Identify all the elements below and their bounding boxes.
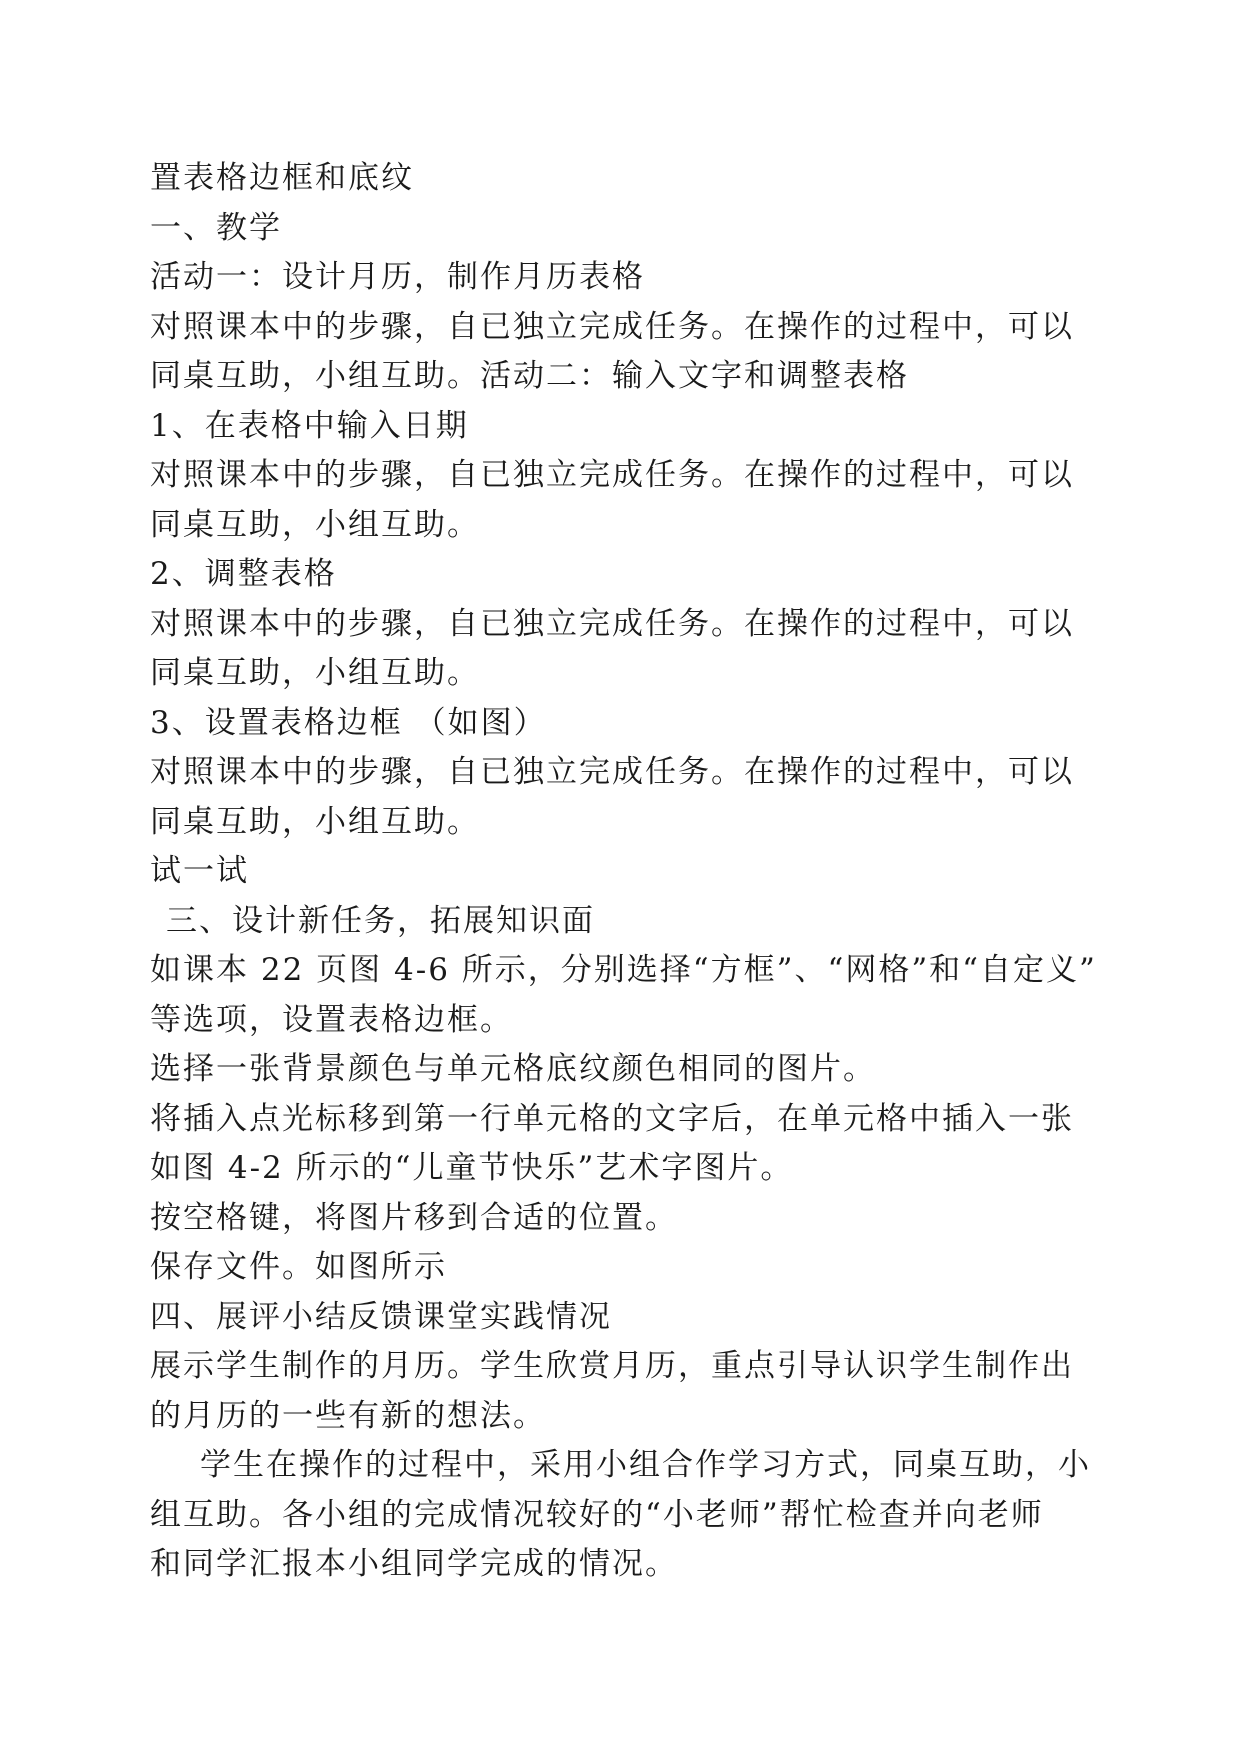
- paragraph-line: 同桌互助，小组互助。活动二：输入文字和调整表格: [150, 358, 909, 394]
- paragraph-line: 对照课本中的步骤，自已独立完成任务。在操作的过程中，可以: [150, 457, 1074, 493]
- paragraph-line: 展示学生制作的月历。学生欣赏月历，重点引导认识学生制作出: [150, 1348, 1074, 1384]
- paragraph-line: 如课本 22 页图 4-6 所示，分别选择“方框”、“网格”和“自定义”: [150, 952, 1097, 988]
- paragraph-line: 组互助。各小组的完成情况较好的“小老师”帮忙检查并向老师: [150, 1496, 1044, 1533]
- heading-teaching: 一、教学: [150, 209, 282, 246]
- paragraph-line: 等选项，设置表格边框。: [150, 1001, 513, 1038]
- paragraph-line: 如图 4-2 所示的“儿童节快乐”艺术字图片。: [150, 1150, 794, 1186]
- section-title: 置表格边框和底纹: [150, 160, 414, 196]
- paragraph-line: 对照课本中的步骤，自已独立完成任务。在操作的过程中，可以: [150, 605, 1074, 642]
- paragraph-line: 学生在操作的过程中，采用小组合作学习方式，同桌互助，小: [200, 1447, 1091, 1483]
- paragraph-line: 选择一张背景颜色与单元格底纹颜色相同的图片。: [150, 1051, 876, 1087]
- step-three-heading: 3、设置表格边框 （如图）: [150, 704, 547, 741]
- document-body: [150, 154, 1097, 1590]
- paragraph-line: 按空格键，将图片移到合适的位置。: [150, 1199, 678, 1236]
- paragraph-line: 对照课本中的步骤，自已独立完成任务。在操作的过程中，可以: [150, 754, 1074, 790]
- paragraph-line: 同桌互助，小组互助。: [150, 506, 480, 543]
- paragraph-line: 保存文件。如图所示: [150, 1249, 447, 1285]
- step-one-heading: 1、在表格中输入日期: [150, 407, 469, 444]
- step-two-heading: 2、调整表格: [150, 556, 337, 592]
- paragraph-line: 将插入点光标移到第一行单元格的文字后，在单元格中插入一张: [150, 1100, 1074, 1137]
- try-it-heading: 试一试: [150, 853, 249, 889]
- activity-one-heading: 活动一：设计月历，制作月历表格: [150, 259, 645, 295]
- paragraph-line: 的月历的一些有新的想法。: [150, 1397, 546, 1434]
- heading-new-task: 三、设计新任务，拓展知识面: [166, 902, 595, 939]
- heading-review: 四、展评小结反馈课堂实践情况: [150, 1298, 612, 1335]
- paragraph-line: 对照课本中的步骤，自已独立完成任务。在操作的过程中，可以: [150, 308, 1074, 345]
- paragraph-line: 和同学汇报本小组同学完成的情况。: [150, 1546, 678, 1582]
- paragraph-line: 同桌互助，小组互助。: [150, 803, 480, 840]
- paragraph-line: 同桌互助，小组互助。: [150, 655, 480, 691]
